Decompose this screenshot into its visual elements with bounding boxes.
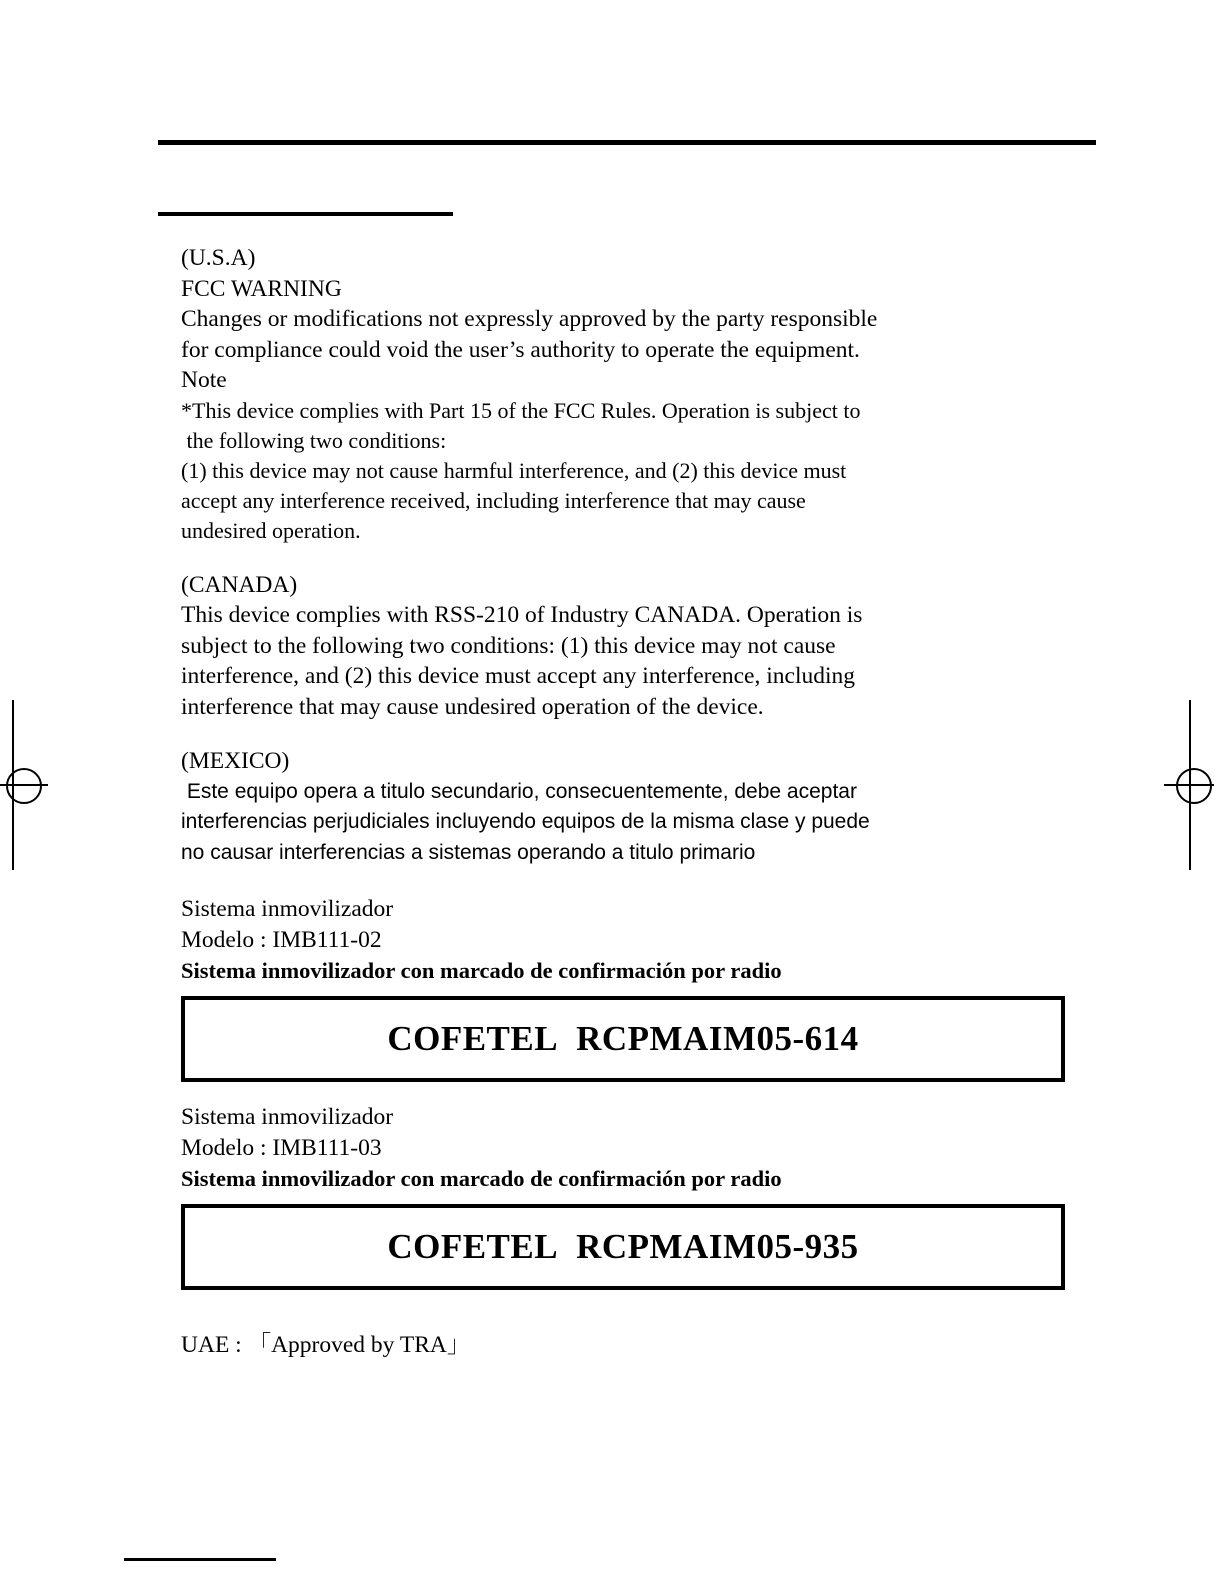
section-usa: [181, 243, 1081, 546]
certification-1-system-label: Sistema inmovilizador: [181, 896, 394, 922]
certification-2-mark-text: [387, 1227, 858, 1267]
section-canada-line-1: This device complies with RSS-210 of Industry CANADA. Operation is: [181, 602, 863, 628]
section-usa-line-5: the following two conditions:: [181, 427, 447, 453]
section-usa-subheading: FCC WARNING: [181, 275, 342, 302]
section-canada-line-2: subject to the following two conditions: (1) this device may not cause: [181, 632, 836, 659]
section-usa-line-1: Changes or modifications not expressly approved by the party responsible: [181, 306, 878, 332]
section-mexico-heading: (MEXICO): [181, 748, 290, 774]
registration-mark-left-circle: [6, 768, 42, 804]
section-underline-rule: [158, 212, 453, 216]
document-body: [181, 243, 1081, 1360]
section-canada-heading: (CANADA): [181, 571, 298, 598]
certification-block-2: [181, 1102, 1081, 1290]
certification-1-mark-number: RCPMAIM05-614: [576, 1019, 859, 1058]
certification-2-mark-prefix: COFETEL: [387, 1227, 559, 1266]
section-canada-line-4: interference that may cause undesired operation of the device.: [181, 693, 764, 720]
section-usa-line-6: (1) this device may not cause harmful interference, and (2) this device must: [181, 457, 847, 483]
section-canada: [181, 570, 1081, 723]
certification-1-mark-box: [181, 996, 1065, 1082]
uae-approval-note: UAE : 「Approved by TRA」: [181, 1332, 471, 1358]
section-usa-line-8: undesired operation.: [181, 517, 361, 543]
section-mexico-line-1: Este equipo opera a titulo secundario, consecuentemente, debe aceptar: [181, 779, 857, 803]
certification-2-mark-number: RCPMAIM05-935: [576, 1227, 859, 1266]
certification-1-mark-prefix: COFETEL: [387, 1019, 559, 1058]
section-usa-line-4: *This device complies with Part 15 of the FCC Rules. Operation is subject to: [181, 397, 861, 423]
section-usa-line-7: accept any interference received, including interference that may cause: [181, 487, 806, 513]
certification-1-model-label: Modelo : IMB111-02: [181, 926, 382, 953]
section-usa-line-3: Note: [181, 367, 227, 393]
section-usa-heading: (U.S.A): [181, 245, 256, 271]
certification-2-model-label: Modelo : IMB111-03: [181, 1134, 382, 1161]
certification-2-system-label: Sistema inmovilizador: [181, 1104, 394, 1130]
section-mexico: [181, 746, 1081, 868]
certification-2-mark-box: [181, 1204, 1065, 1290]
certification-2-radio-label: Sistema inmovilizador con marcado de confirmación por radio: [181, 1166, 782, 1191]
crop-mark-bottom: [124, 1558, 276, 1561]
certification-1-mark-text: [387, 1019, 858, 1059]
section-mexico-line-3: no causar interferencias a sistemas operando a titulo primario: [181, 840, 756, 864]
section-canada-line-3: interference, and (2) this device must accept any interference, including: [181, 663, 856, 689]
section-usa-line-2: for compliance could void the user’s authority to operate the equipment.: [181, 336, 860, 363]
certification-1-radio-label: Sistema inmovilizador con marcado de confirmación por radio: [181, 958, 782, 983]
registration-mark-right-circle: [1176, 768, 1212, 804]
page-top-rule: [158, 140, 1096, 145]
certification-block-1: [181, 894, 1081, 1082]
section-mexico-line-2: interferencias perjudiciales incluyendo equipos de la misma clase y puede: [181, 810, 870, 833]
